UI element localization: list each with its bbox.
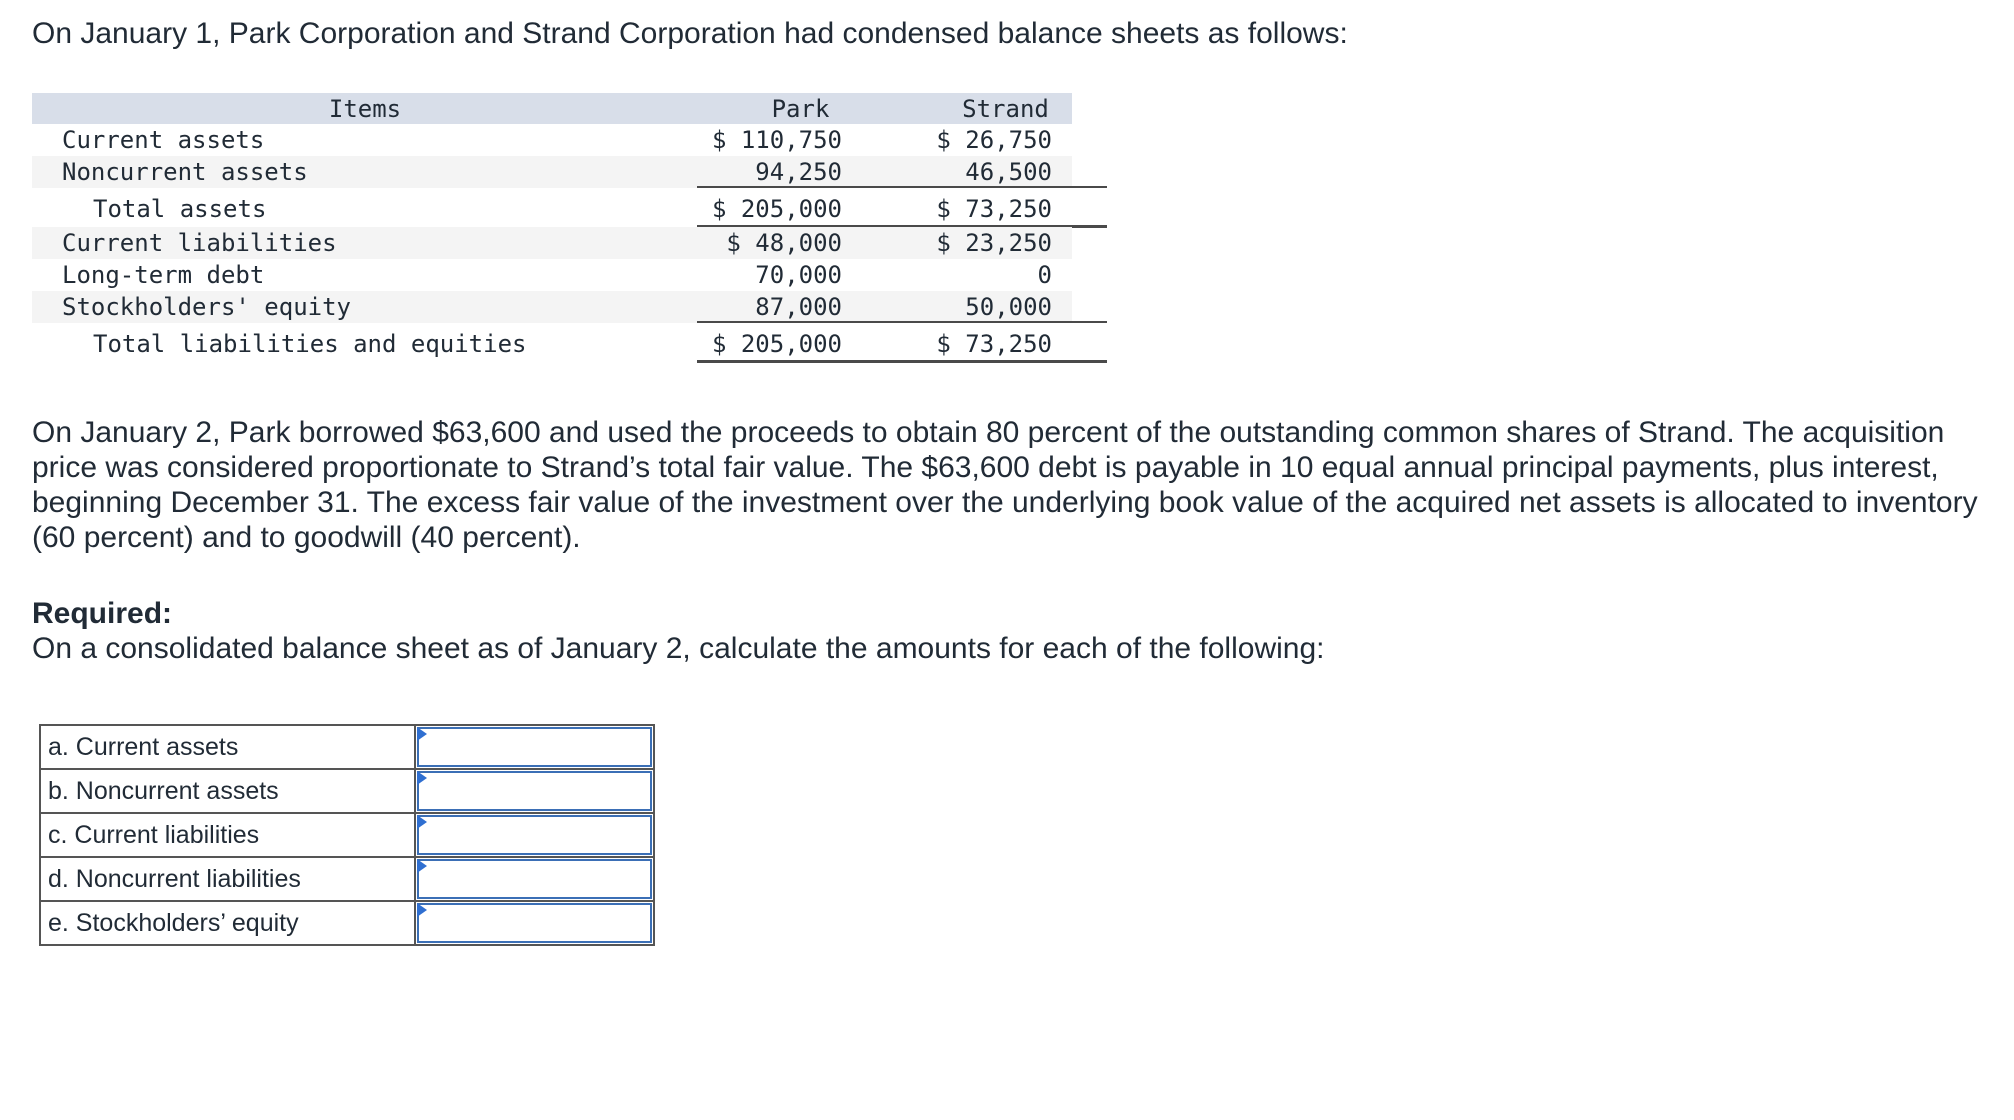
strand-value: 46,500 [965,158,1052,186]
park-value: 70,000 [755,261,842,289]
input-marker-icon [417,815,427,829]
strand-value: 50,000 [965,293,1052,321]
answer-cell [415,813,654,857]
answer-row [40,901,654,945]
input-marker-icon [417,727,427,741]
row-label: Total assets [93,195,267,223]
header-items: Items [328,95,402,123]
row-long-term-debt [32,259,1072,291]
strand-value: $ 73,250 [936,195,1052,223]
required-heading: Required: [32,597,173,630]
row-current-assets [32,124,1072,156]
answer-label: c. Current liabilities [40,813,415,857]
strand-value: $ 73,250 [936,330,1052,358]
answer-label: a. Current assets [40,725,415,769]
intro-text: On January 1, Park Corporation and Strand Corporation had condensed balance sheets as follows: [32,17,1348,50]
answer-row [40,769,654,813]
answer-label: b. Noncurrent assets [40,769,415,813]
header-park: Park [771,95,830,123]
park-value: $ 110,750 [711,126,842,154]
current-assets-input[interactable] [417,727,652,767]
total-rule [697,360,1107,363]
answer-cell [415,901,654,945]
strand-value: $ 23,250 [936,229,1052,257]
noncurrent-liabilities-input[interactable] [417,859,652,899]
row-label: Long-term debt [62,261,265,289]
problem-paragraph: On January 2, Park borrowed $63,600 and used the proceeds to obtain 80 percent of the outstanding common shares of Strand. The acquisition price was considered proportionate to Strand’s total fair value. The $63,600 debt is payable in 10 equal annual principal payments, plus interest, beginning December 31. The excess fair value of the investment over the underlying book value of the acquired net assets is allocated to inventory (60 percent) and to goodwill (40 percent). [32,416,1978,554]
park-value: $ 205,000 [711,195,842,223]
row-label: Total liabilities and equities [93,330,527,358]
strand-value: 0 [1037,261,1052,289]
answer-row [40,857,654,901]
input-marker-icon [417,859,427,873]
input-marker-icon [417,771,427,785]
answer-row [40,725,654,769]
park-value: $ 205,000 [711,330,842,358]
park-value: $ 48,000 [726,229,842,257]
row-stockholders-equity [32,291,1072,323]
answer-label: e. Stockholders’ equity [40,901,415,945]
row-label: Noncurrent assets [62,158,308,186]
answer-label: d. Noncurrent liabilities [40,857,415,901]
row-label: Stockholders' equity [62,293,351,321]
required-text: On a consolidated balance sheet as of January 2, calculate the amounts for each of the following: [32,632,1325,665]
park-value: 94,250 [755,158,842,186]
answer-table [39,724,655,946]
answer-row [40,813,654,857]
input-marker-icon [417,903,427,917]
answer-cell [415,857,654,901]
row-label: Current assets [62,126,265,154]
header-strand: Strand [962,95,1049,123]
row-current-liabilities [32,227,1072,259]
stockholders-equity-input[interactable] [417,903,652,943]
row-total-liabilities-equities [32,323,1072,362]
row-total-assets [32,188,1072,227]
park-value: 87,000 [755,293,842,321]
row-noncurrent-assets [32,156,1072,188]
answer-cell [415,725,654,769]
answer-cell [415,769,654,813]
row-label: Current liabilities [62,229,337,257]
balance-sheet-table [32,93,1072,362]
balance-sheet-header [32,93,1072,124]
current-liabilities-input[interactable] [417,815,652,855]
strand-value: $ 26,750 [936,126,1052,154]
noncurrent-assets-input[interactable] [417,771,652,811]
